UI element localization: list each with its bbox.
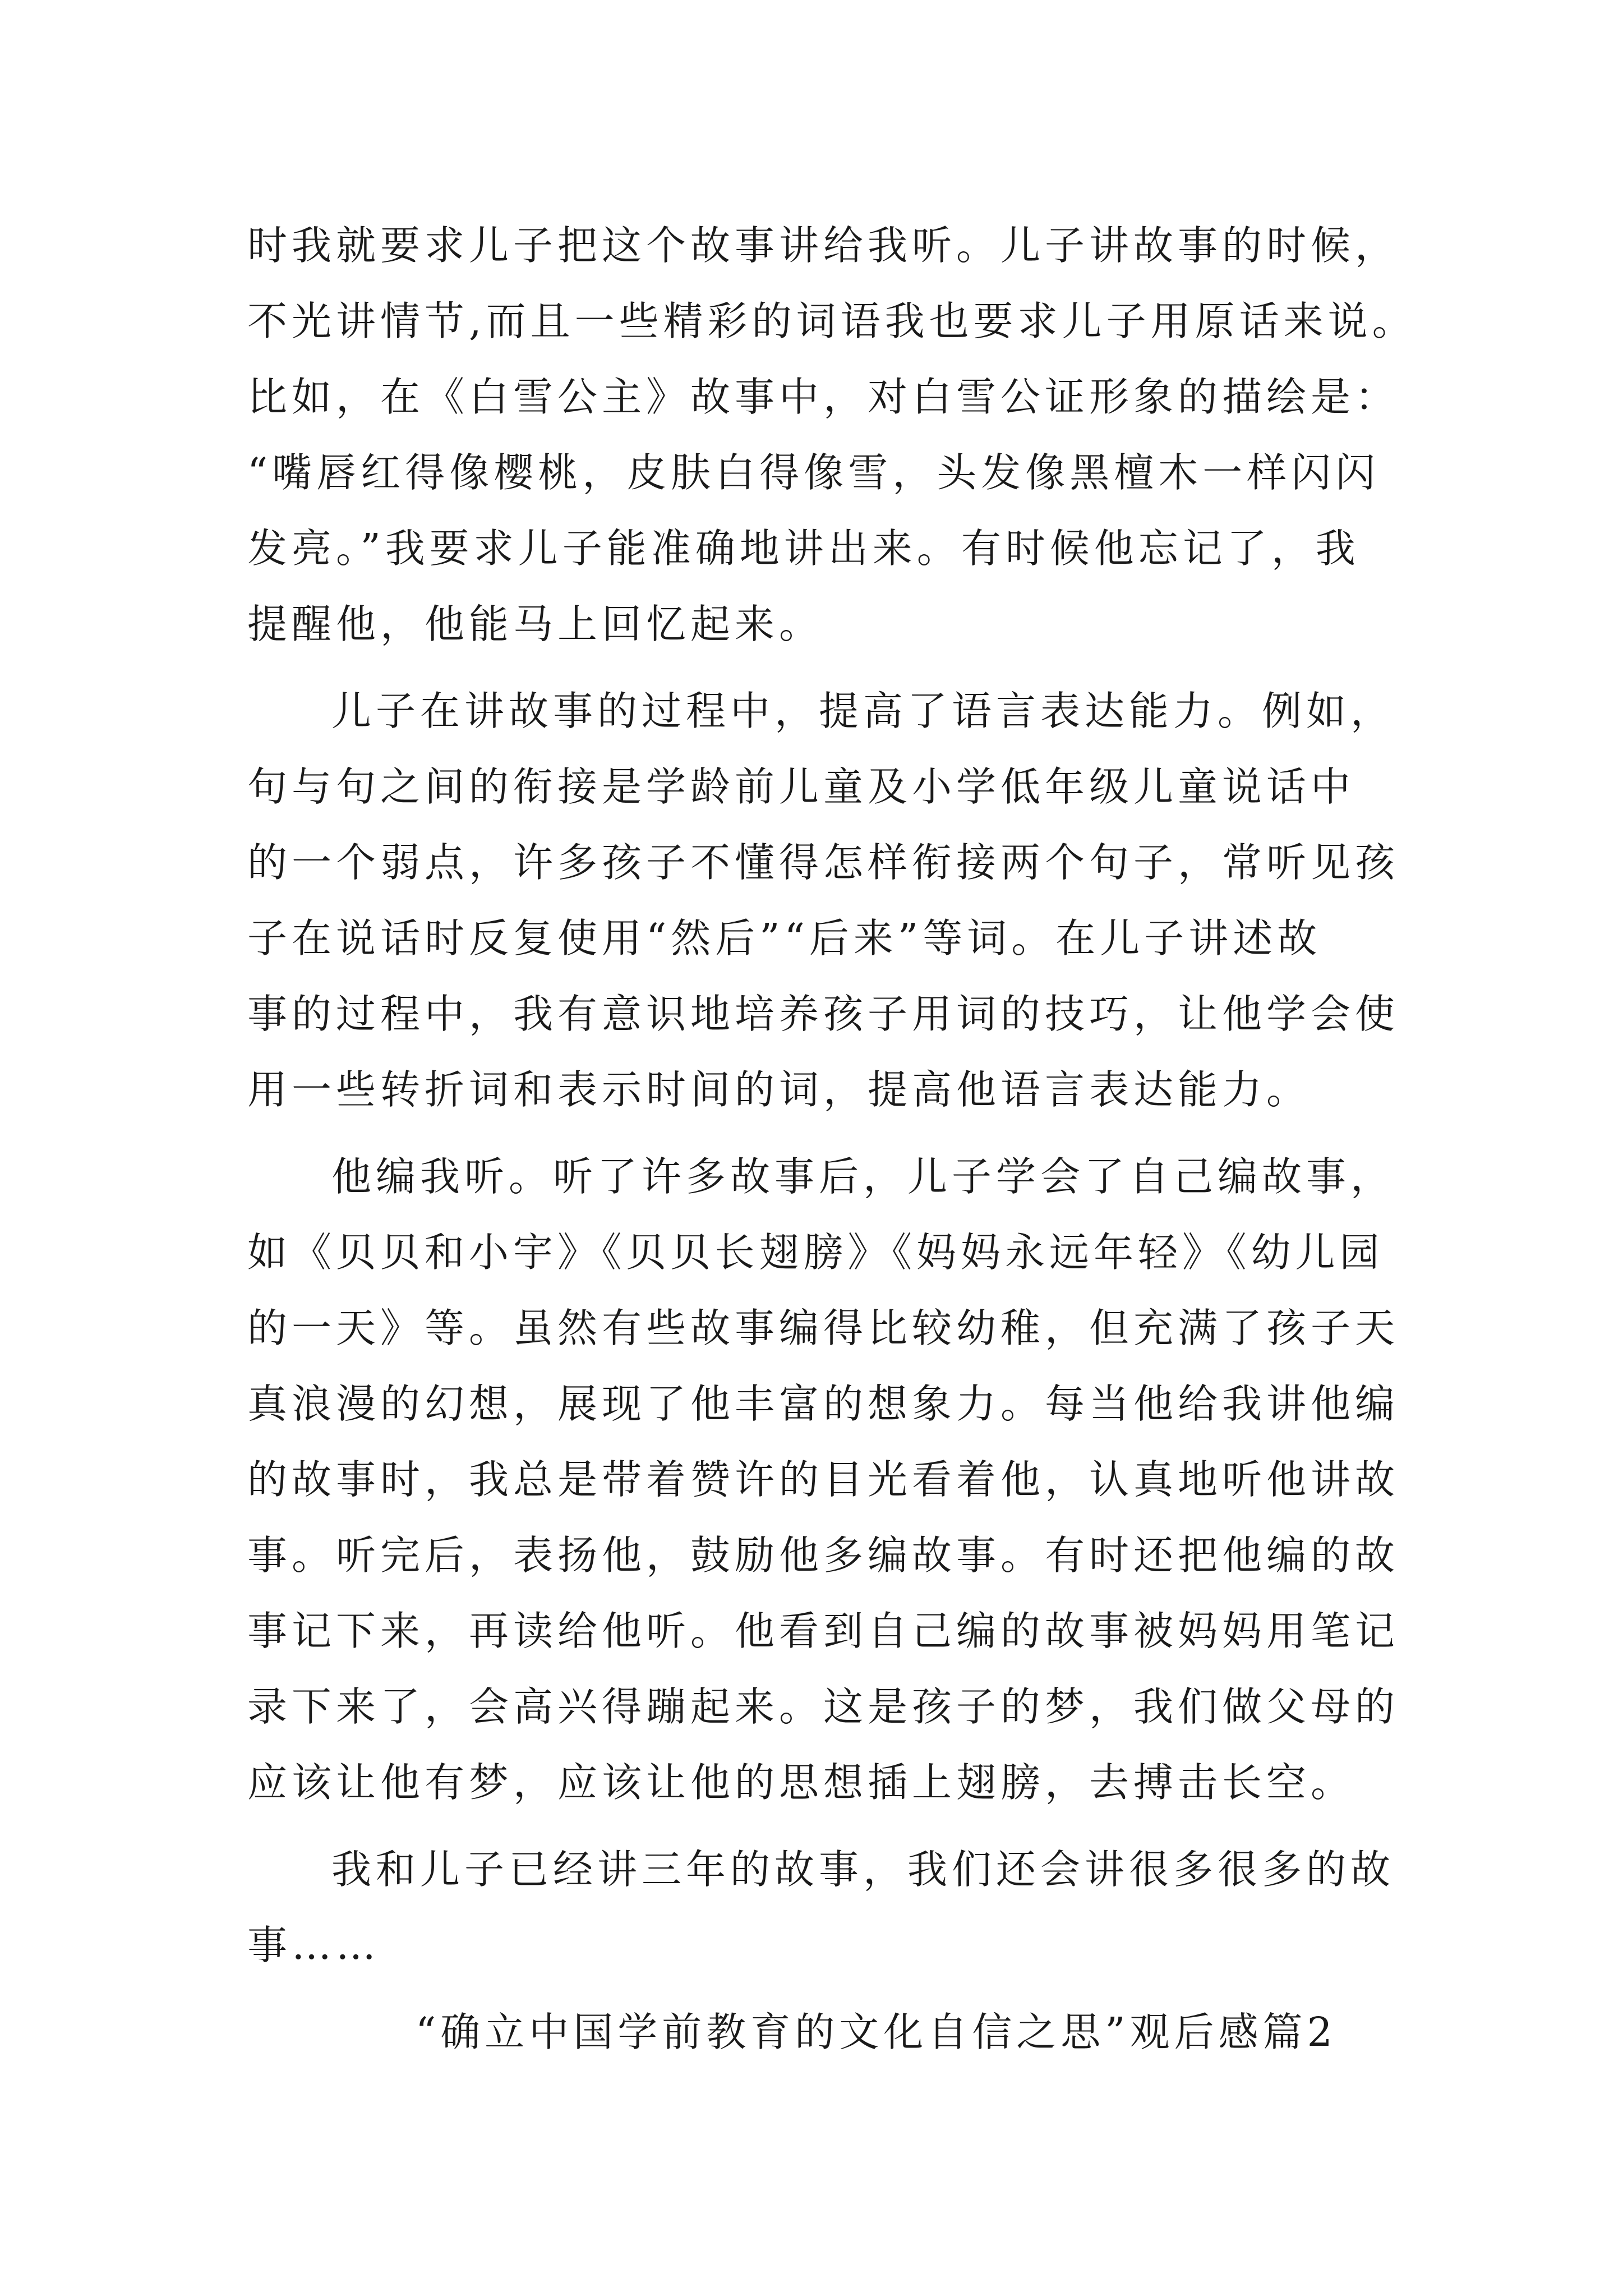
text-line: 提醒他，他能马上回忆起来。	[247, 601, 824, 647]
text-line: 事的过程中，我有意识地培养孩子用词的技巧，让他学会使	[247, 991, 1400, 1037]
section-heading: “确立中国学前教育的文化自信之思”观后感篇2	[416, 2009, 1337, 2055]
text-line: 录下来了，会高兴得蹦起来。这是孩子的梦，我们做父母的	[247, 1683, 1400, 1730]
text-line: 事……	[247, 1922, 381, 1968]
text-line: 时我就要求儿子把这个故事讲给我听。儿子讲故事的时候，	[247, 222, 1400, 269]
text-line: 事记下来，再读给他听。他看到自己编的故事被妈妈用笔记	[247, 1608, 1400, 1654]
text-line: 儿子在讲故事的过程中，提高了语言表达能力。例如，	[331, 688, 1395, 734]
text-line: 应该让他有梦，应该让他的思想插上翅膀，去搏击长空。	[247, 1759, 1355, 1806]
paragraph-4	[247, 1832, 1453, 1983]
document-body	[247, 208, 1453, 2070]
text-line: 比如，在《白雪公主》故事中，对白雪公证形象的描绘是：	[247, 374, 1400, 420]
text-line: 的一个弱点，许多孩子不懂得怎样衔接两个句子，常听见孩	[247, 839, 1400, 886]
text-line: 不光讲情节,而且一些精彩的词语我也要求儿子用原话来说。	[247, 298, 1417, 344]
text-line: 发亮。”我要求儿子能准确地讲出来。有时候他忘记了，我	[247, 525, 1360, 572]
paragraph-3	[247, 1139, 1453, 1820]
paragraph-1	[247, 208, 1453, 662]
text-line: “嘴唇红得像樱桃，皮肤白得像雪，头发像黑檀木一样闪闪	[247, 449, 1380, 496]
text-line: 事。听完后，表扬他，鼓励他多编故事。有时还把他编的故	[247, 1532, 1400, 1579]
text-line: 用一些转折词和表示时间的词，提高他语言表达能力。	[247, 1066, 1311, 1113]
text-line: 如《贝贝和小宇》《贝贝长翅膀》《妈妈永远年轻》《幼儿园	[247, 1229, 1384, 1276]
text-line: 子在说话时反复使用“然后”“后来”等词。在儿子讲述故	[247, 915, 1322, 961]
text-line: 句与句之间的衔接是学龄前儿童及小学低年级儿童说话中	[247, 763, 1355, 810]
text-line: 真浪漫的幻想，展现了他丰富的想象力。每当他给我讲他编	[247, 1381, 1400, 1427]
text-line: 的故事时，我总是带着赞许的目光看着他，认真地听他讲故	[247, 1456, 1400, 1503]
text-line: 我和儿子已经讲三年的故事，我们还会讲很多很多的故	[331, 1846, 1395, 1893]
text-line: 的一天》等。虽然有些故事编得比较幼稚，但充满了孩子天	[247, 1305, 1400, 1351]
paragraph-2	[247, 673, 1453, 1128]
text-line: 他编我听。听了许多故事后，儿子学会了自己编故事，	[331, 1153, 1395, 1200]
